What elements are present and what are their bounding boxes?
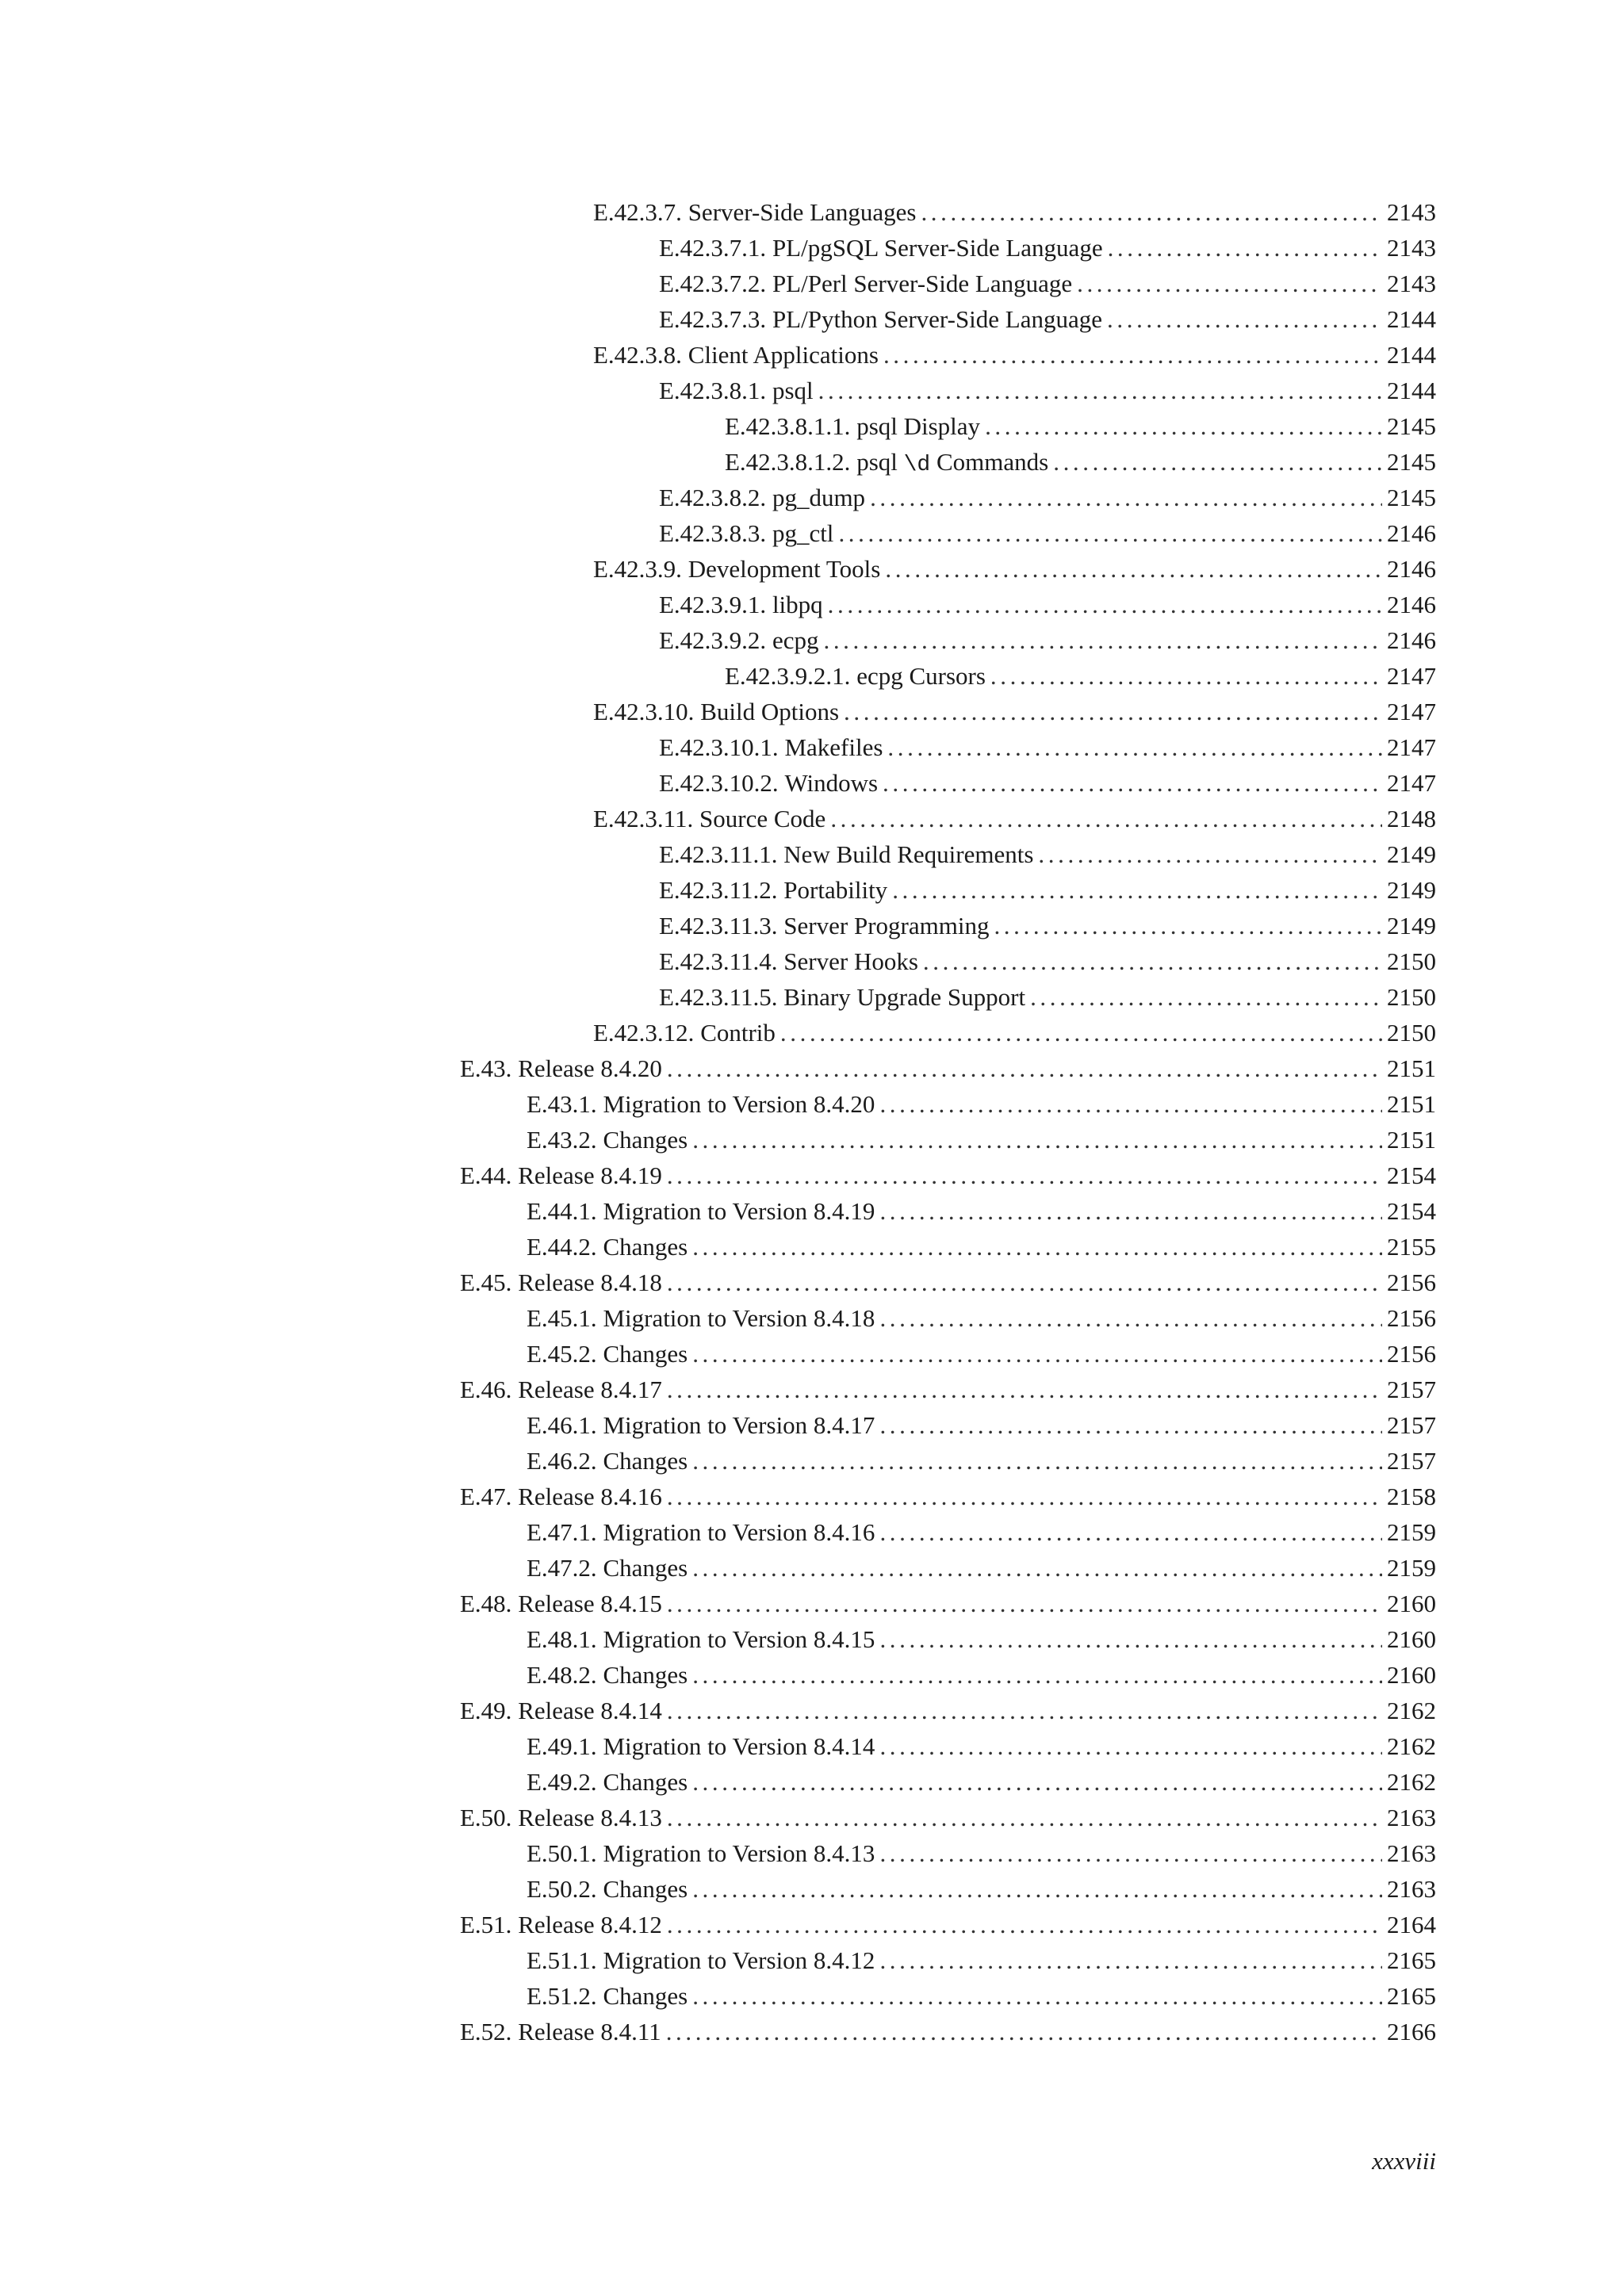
toc-entry-number: E.42.3.7.1. xyxy=(659,234,767,262)
toc-entry[interactable] xyxy=(0,408,1624,444)
toc-entry[interactable] xyxy=(0,1372,1624,1407)
toc-entry-title: psql Display xyxy=(856,412,981,440)
toc-entry-title: Changes xyxy=(603,1233,688,1261)
toc-entry-page: 2150 xyxy=(1387,1019,1436,1047)
toc-dot-leader xyxy=(879,1514,1382,1550)
toc-dot-leader xyxy=(879,1942,1382,1978)
toc-entry-page: 2145 xyxy=(1387,412,1436,440)
toc-entry-number: E.48. xyxy=(460,1590,512,1617)
toc-entry-title: Server Hooks xyxy=(783,947,918,975)
toc-entry-title-code: \d xyxy=(903,453,931,477)
toc-entry-title: Migration to Version 8.4.19 xyxy=(603,1197,875,1225)
toc-entry-title: psql xyxy=(772,377,814,404)
toc-entry-number: E.46.1. xyxy=(527,1411,597,1439)
toc-entry-page: 2150 xyxy=(1387,983,1436,1011)
toc-entry-title: Migration to Version 8.4.13 xyxy=(603,1839,875,1867)
toc-dot-leader xyxy=(667,1050,1382,1086)
toc-entry-number: E.44. xyxy=(460,1161,512,1189)
toc-entry-title: Changes xyxy=(603,1340,688,1368)
toc-entry-page: 2163 xyxy=(1387,1804,1436,1831)
toc-entry-page: 2151 xyxy=(1387,1126,1436,1154)
toc-entry-title: Changes xyxy=(603,1875,688,1903)
toc-entry-page: 2149 xyxy=(1387,912,1436,939)
toc-entry-number: E.45.2. xyxy=(527,1340,597,1368)
toc-entry[interactable] xyxy=(0,1907,1624,1942)
toc-entry-title: Contrib xyxy=(700,1019,776,1047)
toc-entry-title: Release 8.4.19 xyxy=(518,1161,662,1189)
toc-entry-title: Changes xyxy=(603,1661,688,1689)
toc-entry-title: Release 8.4.15 xyxy=(518,1590,662,1617)
toc-dot-leader xyxy=(879,1835,1382,1871)
toc-entry[interactable] xyxy=(0,337,1624,373)
toc-entry-number: E.47.1. xyxy=(527,1518,597,1546)
toc-entry-title: Build Options xyxy=(700,698,840,725)
toc-entry-title: Release 8.4.14 xyxy=(518,1697,662,1724)
toc-entry-number: E.43. xyxy=(460,1054,512,1082)
toc-dot-leader xyxy=(985,408,1382,444)
toc-dot-leader xyxy=(667,1586,1382,1621)
toc-dot-leader xyxy=(692,1229,1382,1265)
toc-entry[interactable] xyxy=(0,1336,1624,1372)
toc-entry-title: Changes xyxy=(603,1126,688,1154)
toc-dot-leader xyxy=(692,1336,1382,1372)
toc-dot-leader xyxy=(990,658,1382,694)
toc-entry-page: 2154 xyxy=(1387,1197,1436,1225)
toc-entry-number: E.43.2. xyxy=(527,1126,597,1154)
toc-dot-leader xyxy=(1038,836,1382,872)
toc-entry-title: Server Programming xyxy=(783,912,990,939)
toc-dot-leader xyxy=(830,801,1382,836)
page-number: xxxviii xyxy=(1372,2147,1436,2175)
toc-entry-number: E.42.3.11.5. xyxy=(659,983,778,1011)
toc-entry-page: 2156 xyxy=(1387,1304,1436,1332)
toc-entry-page: 2162 xyxy=(1387,1768,1436,1796)
toc-entry-number: E.42.3.7. xyxy=(593,198,682,226)
toc-entry[interactable] xyxy=(0,444,1624,480)
toc-entry-number: E.42.3.7.3. xyxy=(659,305,767,333)
toc-dot-leader xyxy=(885,551,1382,587)
toc-entry-number: E.42.3.11.3. xyxy=(659,912,778,939)
toc-entry-number: E.51.2. xyxy=(527,1982,597,2010)
toc-entry-title: Changes xyxy=(603,1554,688,1582)
toc-entry-title: Migration to Version 8.4.16 xyxy=(603,1518,875,1546)
toc-dot-leader xyxy=(879,1193,1382,1229)
toc-entry-page: 2143 xyxy=(1387,270,1436,297)
toc-entry-page: 2163 xyxy=(1387,1875,1436,1903)
toc-entry-number: E.45. xyxy=(460,1269,512,1296)
toc-entry-page: 2157 xyxy=(1387,1376,1436,1403)
toc-entry-title: Release 8.4.17 xyxy=(518,1376,662,1403)
toc-entry[interactable] xyxy=(0,1621,1624,1657)
toc-entry-page: 2158 xyxy=(1387,1483,1436,1510)
toc-entry-number: E.42.3.9.2. xyxy=(659,626,767,654)
toc-entry[interactable] xyxy=(0,1086,1624,1122)
toc-entry-number: E.42.3.8.1. xyxy=(659,377,767,404)
toc-entry-number: E.44.2. xyxy=(527,1233,597,1261)
toc-entry-number: E.50.2. xyxy=(527,1875,597,1903)
table-of-contents xyxy=(0,194,1624,2049)
toc-entry-page: 2160 xyxy=(1387,1590,1436,1617)
toc-entry[interactable] xyxy=(0,1479,1624,1514)
toc-dot-leader xyxy=(667,1265,1382,1300)
toc-entry-page: 2146 xyxy=(1387,591,1436,618)
toc-entry-title: New Build Requirements xyxy=(783,840,1034,868)
toc-entry[interactable] xyxy=(0,872,1624,908)
toc-dot-leader xyxy=(844,694,1382,729)
toc-entry[interactable] xyxy=(0,301,1624,337)
toc-dot-leader xyxy=(879,1407,1382,1443)
toc-entry-number: E.52. xyxy=(460,2018,512,2045)
toc-dot-leader xyxy=(667,1158,1382,1193)
toc-dot-leader xyxy=(879,1621,1382,1657)
toc-entry[interactable] xyxy=(0,1800,1624,1835)
toc-entry[interactable] xyxy=(0,373,1624,408)
toc-entry-page: 2147 xyxy=(1387,769,1436,797)
toc-entry-title: Windows xyxy=(784,769,879,797)
toc-entry-number: E.44.1. xyxy=(527,1197,597,1225)
toc-entry-number: E.42.3.8. xyxy=(593,341,682,369)
toc-entry-title: libpq xyxy=(772,591,823,618)
toc-entry-page: 2145 xyxy=(1387,484,1436,511)
toc-entry-number: E.46.2. xyxy=(527,1447,597,1475)
toc-dot-leader xyxy=(921,194,1382,230)
toc-entry-number: E.42.3.11.4. xyxy=(659,947,778,975)
toc-entry-title-text: psql xyxy=(856,448,904,476)
toc-dot-leader xyxy=(667,1372,1382,1407)
toc-entry[interactable] xyxy=(0,2014,1624,2049)
toc-entry-number: E.42.3.9. xyxy=(593,555,682,583)
toc-entry-number: E.42.3.11. xyxy=(593,805,694,832)
toc-entry-page: 2159 xyxy=(1387,1554,1436,1582)
toc-entry[interactable] xyxy=(0,836,1624,872)
toc-entry[interactable] xyxy=(0,1693,1624,1728)
toc-entry-page: 2147 xyxy=(1387,733,1436,761)
toc-entry-number: E.45.1. xyxy=(527,1304,597,1332)
toc-entry[interactable] xyxy=(0,1229,1624,1265)
toc-dot-leader xyxy=(883,337,1382,373)
toc-dot-leader xyxy=(667,1800,1382,1835)
toc-dot-leader xyxy=(692,1764,1382,1800)
toc-entry-page: 2164 xyxy=(1387,1911,1436,1938)
toc-entry[interactable] xyxy=(0,266,1624,301)
toc-entry-page: 2146 xyxy=(1387,555,1436,583)
toc-entry-title: Migration to Version 8.4.14 xyxy=(603,1732,875,1760)
toc-entry[interactable] xyxy=(0,1265,1624,1300)
toc-entry[interactable] xyxy=(0,1122,1624,1158)
toc-entry-title: Changes xyxy=(603,1768,688,1796)
toc-dot-leader xyxy=(667,1479,1382,1514)
toc-dot-leader xyxy=(879,1728,1382,1764)
toc-entry-number: E.42.3.7.2. xyxy=(659,270,767,297)
toc-entry-page: 2154 xyxy=(1387,1161,1436,1189)
toc-dot-leader xyxy=(692,1443,1382,1479)
toc-entry-page: 2144 xyxy=(1387,341,1436,369)
toc-entry-number: E.48.1. xyxy=(527,1625,597,1653)
toc-entry-number: E.42.3.8.2. xyxy=(659,484,767,511)
toc-entry-page: 2146 xyxy=(1387,519,1436,547)
toc-entry-number: E.48.2. xyxy=(527,1661,597,1689)
toc-entry[interactable] xyxy=(0,729,1624,765)
toc-entry-title: pg_ctl xyxy=(772,519,834,547)
toc-entry-page: 2144 xyxy=(1387,305,1436,333)
toc-entry-page: 2163 xyxy=(1387,1839,1436,1867)
toc-entry-page: 2147 xyxy=(1387,662,1436,690)
toc-entry-number: E.50.1. xyxy=(527,1839,597,1867)
toc-entry[interactable] xyxy=(0,1550,1624,1586)
toc-entry[interactable] xyxy=(0,1764,1624,1800)
toc-entry-page: 2157 xyxy=(1387,1411,1436,1439)
toc-entry-title: Client Applications xyxy=(688,341,879,369)
toc-entry[interactable] xyxy=(0,622,1624,658)
toc-entry[interactable] xyxy=(0,801,1624,836)
toc-entry-page: 2162 xyxy=(1387,1732,1436,1760)
toc-entry-page: 2151 xyxy=(1387,1054,1436,1082)
toc-entry-title: Makefiles xyxy=(784,733,883,761)
toc-entry-number: E.47.2. xyxy=(527,1554,597,1582)
toc-dot-leader xyxy=(828,587,1382,622)
toc-entry-page: 2146 xyxy=(1387,626,1436,654)
toc-entry-title: PL/Python Server-Side Language xyxy=(772,305,1103,333)
toc-entry[interactable] xyxy=(0,1015,1624,1050)
toc-entry-title: Migration to Version 8.4.17 xyxy=(603,1411,875,1439)
toc-entry[interactable] xyxy=(0,1978,1624,2014)
toc-dot-leader xyxy=(923,943,1382,979)
toc-entry[interactable] xyxy=(0,1407,1624,1443)
toc-dot-leader xyxy=(667,1693,1382,1728)
toc-entry[interactable] xyxy=(0,480,1624,515)
toc-entry-number: E.50. xyxy=(460,1804,512,1831)
toc-dot-leader xyxy=(1108,230,1382,266)
toc-entry[interactable] xyxy=(0,515,1624,551)
toc-entry[interactable] xyxy=(0,1193,1624,1229)
toc-entry-title: Binary Upgrade Support xyxy=(783,983,1026,1011)
toc-dot-leader xyxy=(780,1015,1382,1050)
toc-dot-leader xyxy=(892,872,1382,908)
toc-dot-leader xyxy=(692,1550,1382,1586)
toc-entry-page: 2149 xyxy=(1387,876,1436,904)
toc-entry-number: E.42.3.10. xyxy=(593,698,695,725)
toc-entry[interactable] xyxy=(0,1050,1624,1086)
toc-entry[interactable] xyxy=(0,1657,1624,1693)
toc-entry-title: Changes xyxy=(603,1447,688,1475)
toc-entry-number: E.42.3.10.2. xyxy=(659,769,779,797)
toc-entry-number: E.42.3.8.1.1. xyxy=(725,412,851,440)
toc-entry[interactable] xyxy=(0,1300,1624,1336)
toc-entry[interactable] xyxy=(0,1443,1624,1479)
toc-entry-page: 2144 xyxy=(1387,377,1436,404)
toc-entry-page: 2147 xyxy=(1387,698,1436,725)
toc-dot-leader xyxy=(666,2014,1382,2049)
toc-dot-leader xyxy=(887,729,1382,765)
toc-dot-leader xyxy=(692,1871,1382,1907)
toc-entry-title: Migration to Version 8.4.12 xyxy=(603,1946,875,1974)
toc-entry-number: E.51.1. xyxy=(527,1946,597,1974)
toc-entry[interactable] xyxy=(0,1871,1624,1907)
toc-entry-number: E.42.3.11.1. xyxy=(659,840,778,868)
toc-entry-number: E.42.3.8.3. xyxy=(659,519,767,547)
toc-entry-number: E.51. xyxy=(460,1911,512,1938)
toc-dot-leader xyxy=(1077,266,1382,301)
toc-entry-number: E.42.3.12. xyxy=(593,1019,695,1047)
toc-dot-leader xyxy=(994,908,1382,943)
toc-entry-title: Release 8.4.12 xyxy=(518,1911,662,1938)
toc-dot-leader xyxy=(870,480,1382,515)
toc-entry-title: Development Tools xyxy=(688,555,881,583)
toc-entry-page: 2162 xyxy=(1387,1697,1436,1724)
toc-entry-page: 2156 xyxy=(1387,1269,1436,1296)
toc-entry-page: 2149 xyxy=(1387,840,1436,868)
toc-entry-title: PL/pgSQL Server-Side Language xyxy=(772,234,1103,262)
toc-entry[interactable] xyxy=(0,194,1624,230)
toc-dot-leader xyxy=(823,622,1382,658)
toc-entry-number: E.42.3.9.1. xyxy=(659,591,767,618)
toc-entry[interactable] xyxy=(0,551,1624,587)
toc-entry[interactable] xyxy=(0,658,1624,694)
toc-entry[interactable] xyxy=(0,979,1624,1015)
toc-entry-page: 2143 xyxy=(1387,234,1436,262)
toc-entry-title: ecpg xyxy=(772,626,819,654)
toc-entry-page: 2156 xyxy=(1387,1340,1436,1368)
toc-entry-number: E.43.1. xyxy=(527,1090,597,1118)
toc-entry-page: 2159 xyxy=(1387,1518,1436,1546)
toc-entry-number: E.42.3.8.1.2. xyxy=(725,448,851,476)
toc-entry-number: E.49.1. xyxy=(527,1732,597,1760)
toc-entry-title: pg_dump xyxy=(772,484,866,511)
toc-entry-page: 2165 xyxy=(1387,1946,1436,1974)
toc-entry-title: Release 8.4.20 xyxy=(518,1054,662,1082)
toc-entry[interactable] xyxy=(0,1514,1624,1550)
toc-entry-title: Release 8.4.11 xyxy=(518,2018,661,2045)
toc-entry-title: Portability xyxy=(783,876,888,904)
toc-entry-page: 2145 xyxy=(1387,448,1436,476)
toc-dot-leader xyxy=(818,373,1382,408)
toc-entry[interactable] xyxy=(0,943,1624,979)
toc-entry-number: E.42.3.9.2.1. xyxy=(725,662,851,690)
toc-entry-title: Changes xyxy=(603,1982,688,2010)
toc-dot-leader xyxy=(1053,444,1382,480)
toc-entry-page: 2160 xyxy=(1387,1661,1436,1689)
toc-entry-page: 2148 xyxy=(1387,805,1436,832)
toc-entry-title: PL/Perl Server-Side Language xyxy=(772,270,1073,297)
toc-entry[interactable] xyxy=(0,1835,1624,1871)
toc-entry-title xyxy=(856,444,1048,483)
toc-entry[interactable] xyxy=(0,1586,1624,1621)
toc-entry-number: E.47. xyxy=(460,1483,512,1510)
toc-entry-page: 2155 xyxy=(1387,1233,1436,1261)
toc-dot-leader xyxy=(879,1086,1382,1122)
toc-entry-title: Source Code xyxy=(699,805,826,832)
toc-entry-number: E.42.3.11.2. xyxy=(659,876,778,904)
toc-entry-title: Server-Side Languages xyxy=(688,198,917,226)
toc-entry[interactable] xyxy=(0,1942,1624,1978)
toc-entry-page: 2143 xyxy=(1387,198,1436,226)
toc-entry[interactable] xyxy=(0,765,1624,801)
toc-dot-leader xyxy=(879,1300,1382,1336)
toc-dot-leader xyxy=(1107,301,1382,337)
toc-entry-title: Migration to Version 8.4.20 xyxy=(603,1090,875,1118)
toc-entry-title: Release 8.4.16 xyxy=(518,1483,662,1510)
toc-entry-title: Release 8.4.18 xyxy=(518,1269,662,1296)
toc-entry-title: Migration to Version 8.4.15 xyxy=(603,1625,875,1653)
toc-entry-page: 2151 xyxy=(1387,1090,1436,1118)
toc-entry-title: ecpg Cursors xyxy=(856,662,986,690)
toc-entry[interactable] xyxy=(0,1728,1624,1764)
toc-entry-number: E.49. xyxy=(460,1697,512,1724)
toc-entry[interactable] xyxy=(0,230,1624,266)
toc-entry[interactable] xyxy=(0,694,1624,729)
toc-entry-page: 2157 xyxy=(1387,1447,1436,1475)
toc-entry-title: Release 8.4.13 xyxy=(518,1804,662,1831)
toc-dot-leader xyxy=(692,1978,1382,2014)
toc-entry-page: 2166 xyxy=(1387,2018,1436,2045)
toc-entry-title: Migration to Version 8.4.18 xyxy=(603,1304,875,1332)
toc-dot-leader xyxy=(883,765,1382,801)
toc-dot-leader xyxy=(667,1907,1382,1942)
toc-dot-leader xyxy=(692,1657,1382,1693)
toc-entry-page: 2150 xyxy=(1387,947,1436,975)
toc-entry-number: E.42.3.10.1. xyxy=(659,733,779,761)
toc-entry-number: E.49.2. xyxy=(527,1768,597,1796)
toc-dot-leader xyxy=(1030,979,1382,1015)
toc-dot-leader xyxy=(692,1122,1382,1158)
toc-entry-title-text: Commands xyxy=(930,448,1049,476)
toc-entry-page: 2160 xyxy=(1387,1625,1436,1653)
toc-entry[interactable] xyxy=(0,1158,1624,1193)
toc-entry-number: E.46. xyxy=(460,1376,512,1403)
toc-entry-page: 2165 xyxy=(1387,1982,1436,2010)
toc-entry[interactable] xyxy=(0,908,1624,943)
toc-dot-leader xyxy=(838,515,1382,551)
toc-entry[interactable] xyxy=(0,587,1624,622)
